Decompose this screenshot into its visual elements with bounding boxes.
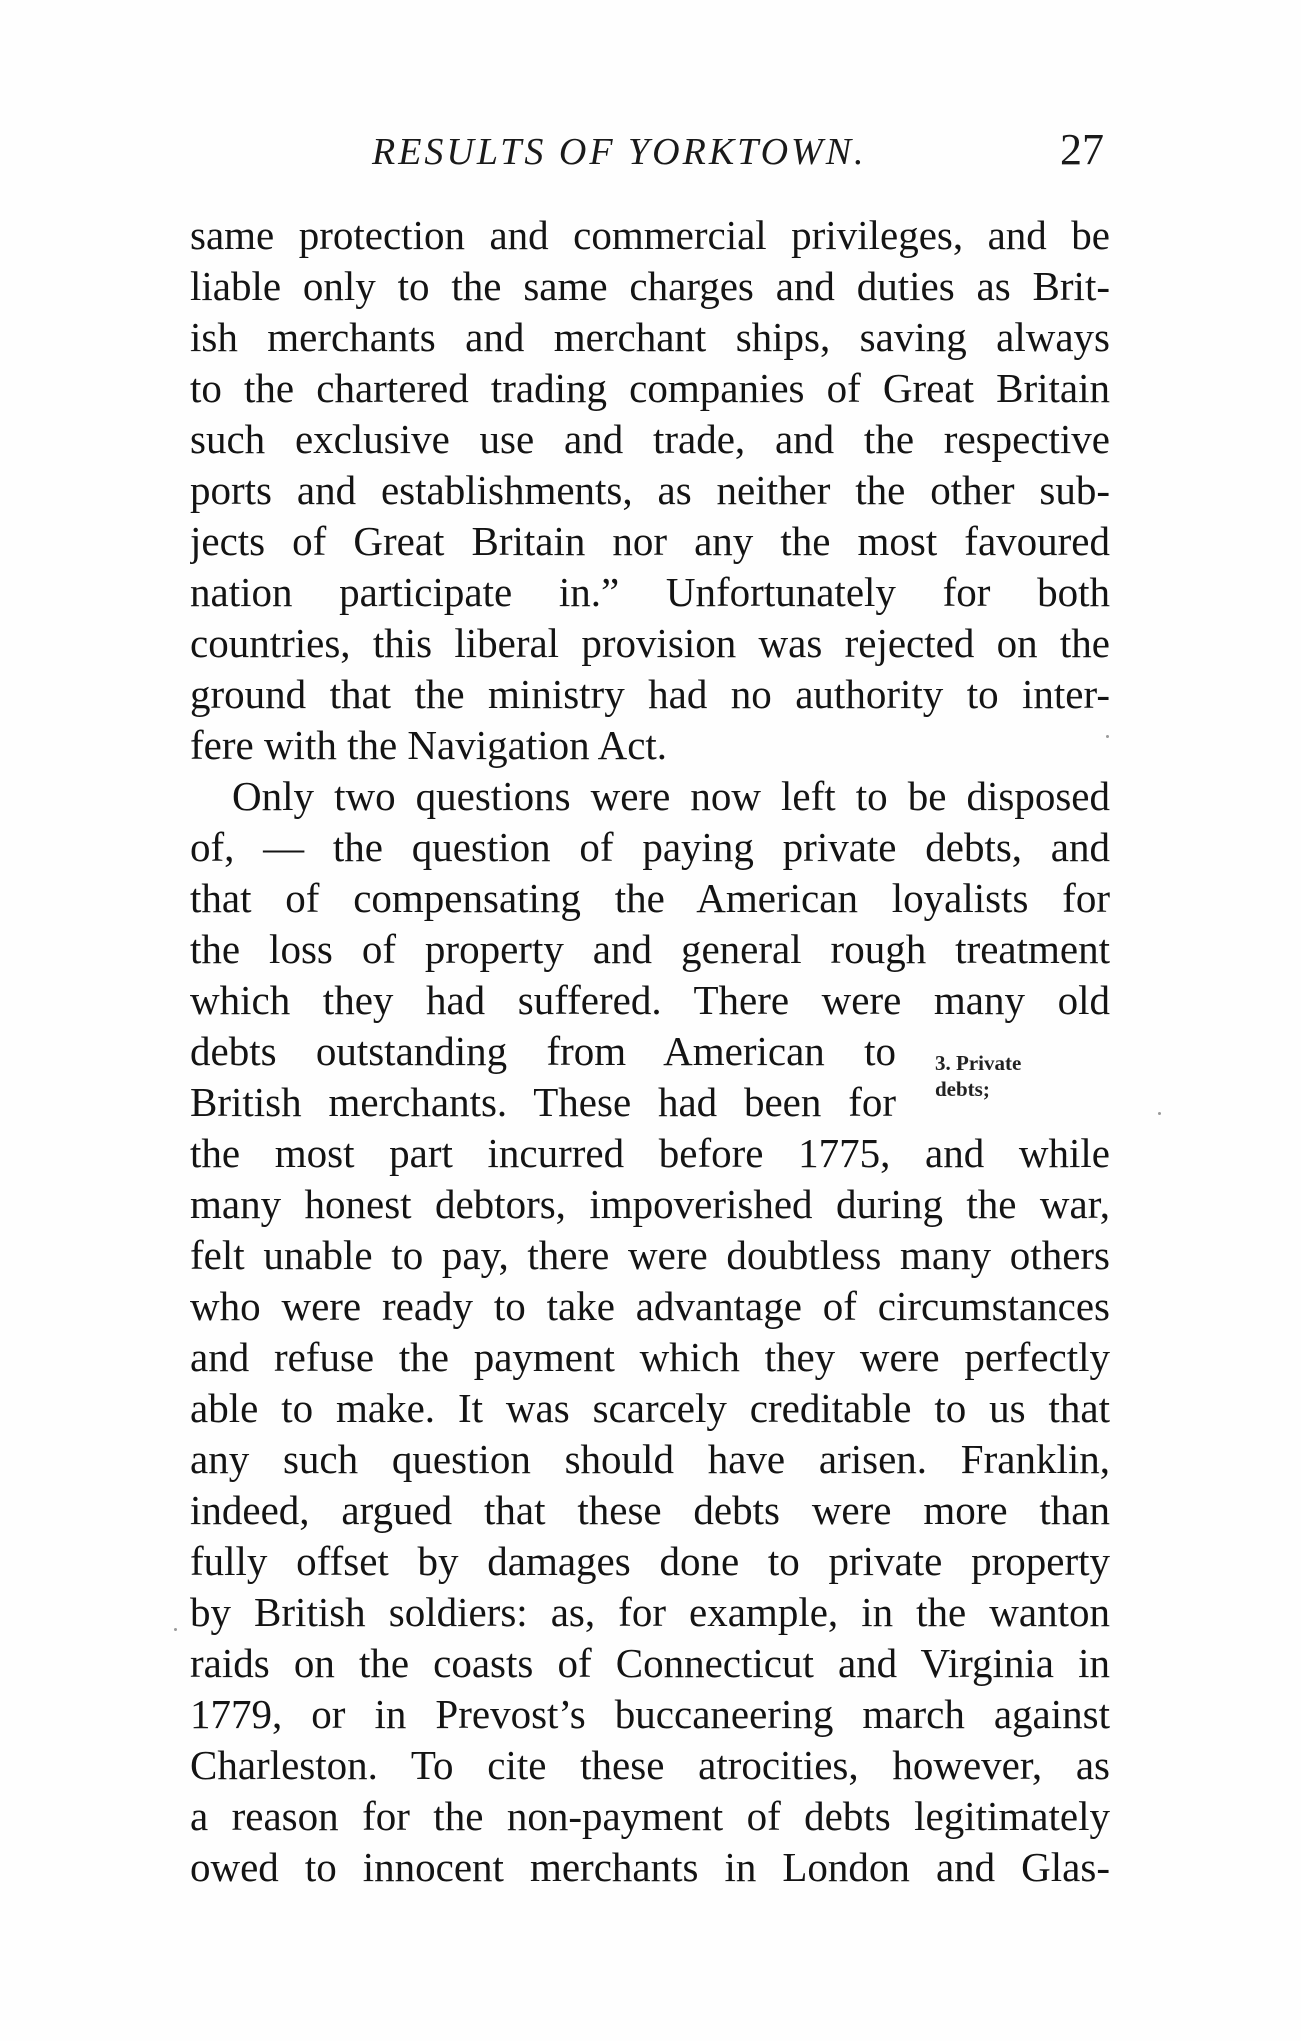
running-title: RESULTS OF YORKTOWN. — [372, 131, 867, 173]
marginal-note-line: debts; — [935, 1077, 990, 1101]
text-line: ports and establishments, as neither the other sub- — [190, 467, 1110, 513]
text-line: same protection and commercial privileges, and be — [190, 212, 1110, 258]
text-line: liable only to the same charges and duties as Brit- — [190, 263, 1110, 309]
text-line: indeed, argued that these debts were more than — [190, 1487, 1110, 1533]
text-line: fully offset by damages done to private property — [190, 1538, 1110, 1584]
text-line: able to make. It was scarcely creditable to us that — [190, 1385, 1110, 1431]
text-line: by British soldiers: as, for example, in the wanton — [190, 1589, 1110, 1635]
paragraph-start-line: Only two questions were now left to be disposed — [232, 773, 1110, 819]
text-line: ish merchants and merchant ships, saving always — [190, 314, 1110, 360]
page-number: 27 — [1060, 125, 1104, 174]
text-line: British merchants. These had been for — [190, 1079, 896, 1125]
text-line: to the chartered trading companies of Great Britain — [190, 365, 1110, 411]
text-line: such exclusive use and trade, and the respective — [190, 416, 1110, 462]
text-line: countries, this liberal provision was rejected on the — [190, 620, 1110, 666]
print-speck — [1106, 735, 1109, 738]
text-line: jects of Great Britain nor any the most favoured — [190, 518, 1110, 564]
print-speck — [174, 1628, 177, 1631]
marginal-note-line: 3. Private — [935, 1051, 1022, 1075]
text-line: any such question should have arisen. Franklin, — [190, 1436, 1110, 1482]
text-line: Charleston. To cite these atrocities, however, as — [190, 1742, 1110, 1788]
text-line: debts outstanding from American to — [190, 1028, 896, 1074]
text-line: of, — the question of paying private debts, and — [190, 824, 1110, 870]
paragraph-end-line: fere with the Navigation Act. — [190, 722, 668, 768]
text-line: many honest debtors, impoverished during the war, — [190, 1181, 1110, 1227]
text-line: the most part incurred before 1775, and while — [190, 1130, 1110, 1176]
text-line: nation participate in.” Unfortunately for both — [190, 569, 1110, 615]
text-line: which they had suffered. There were many old — [190, 977, 1110, 1023]
text-line: the loss of property and general rough treatment — [190, 926, 1110, 972]
text-line: that of compensating the American loyalists for — [190, 875, 1110, 921]
text-line: raids on the coasts of Connecticut and Virginia in — [190, 1640, 1110, 1686]
text-line: who were ready to take advantage of circumstances — [190, 1283, 1110, 1329]
text-line: and refuse the payment which they were perfectly — [190, 1334, 1110, 1380]
text-line: ground that the ministry had no authority to inter- — [190, 671, 1110, 717]
text-line: owed to innocent merchants in London and Glas- — [190, 1844, 1110, 1890]
text-line: a reason for the non-payment of debts legitimately — [190, 1793, 1110, 1839]
text-line: felt unable to pay, there were doubtless many others — [190, 1232, 1110, 1278]
print-speck — [1158, 1112, 1161, 1115]
text-line: 1779, or in Prevost’s buccaneering march against — [190, 1691, 1110, 1737]
